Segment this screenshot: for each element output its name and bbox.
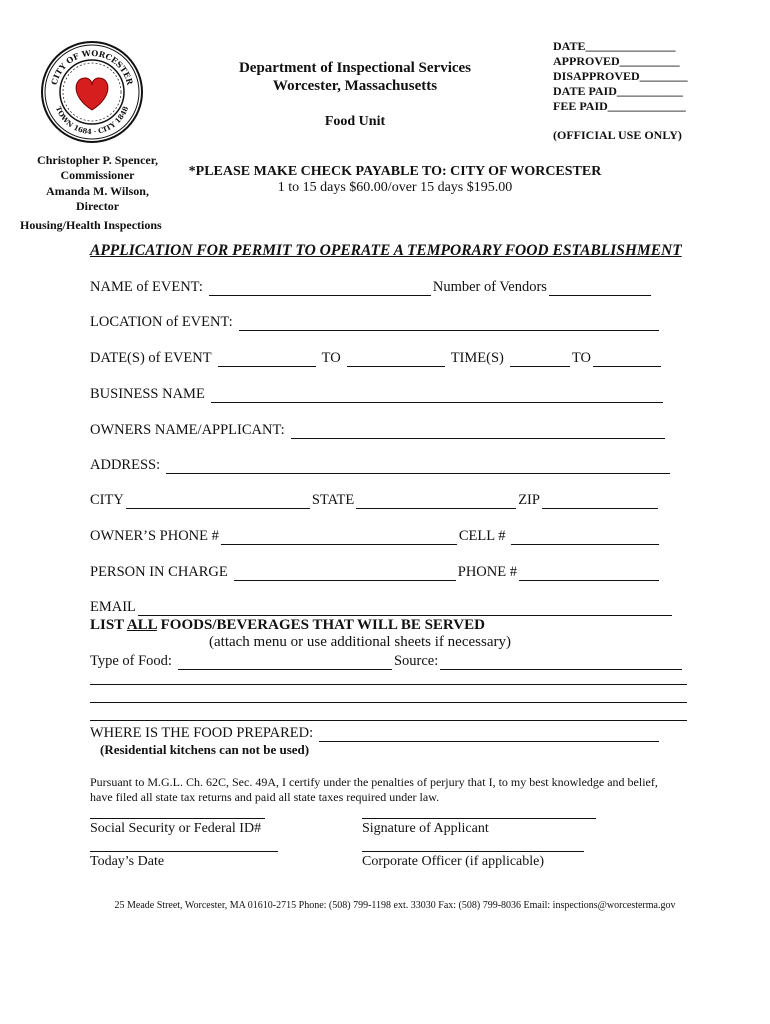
- staff-name-2: Amanda M. Wilson,: [46, 184, 149, 198]
- event-name-row: [90, 278, 653, 296]
- ssn-label: Social Security or Federal ID#: [90, 821, 262, 836]
- prepared-row: [90, 724, 661, 742]
- city-seal-icon: [40, 40, 145, 145]
- time-label: TIME(S): [450, 350, 504, 366]
- event-name-label: NAME of EVENT:: [90, 279, 203, 295]
- department-name: Department of Inspectional Services: [238, 60, 472, 76]
- to2-label: TO: [571, 350, 591, 366]
- location-field[interactable]: [239, 316, 659, 331]
- food-type-label: Type of Food:: [90, 653, 172, 669]
- residential-note: (Residential kitchens can not be used): [100, 742, 310, 757]
- staff-division: Housing/Health Inspections: [20, 218, 162, 232]
- date-label: Today’s Date: [90, 854, 165, 869]
- food-line-2[interactable]: [90, 702, 687, 703]
- svg-text:CITY OF WORCESTER: CITY OF WORCESTER: [48, 47, 136, 86]
- date-line[interactable]: [90, 851, 278, 852]
- signature-line[interactable]: [362, 818, 596, 819]
- fee-schedule: 1 to 15 days $60.00/over 15 days $195.00: [277, 180, 513, 195]
- person-label: PERSON IN CHARGE: [90, 564, 228, 580]
- owner-label: OWNERS NAME/APPLICANT:: [90, 422, 285, 438]
- dates-row: [90, 349, 663, 367]
- official-disapproved: DISAPPROVED________: [553, 69, 688, 83]
- food-type-row: [90, 652, 684, 670]
- food-line-1[interactable]: [90, 684, 687, 685]
- official-fee-paid: FEE PAID_____________: [553, 99, 686, 113]
- address-label: ADDRESS:: [90, 457, 161, 473]
- official-approved: APPROVED__________: [553, 54, 680, 68]
- address-row: [90, 456, 672, 474]
- location-label: LOCATION of EVENT:: [90, 314, 233, 330]
- owner-phone-label: OWNER’S PHONE #: [90, 528, 219, 544]
- signature-label: Signature of Applicant: [362, 821, 489, 836]
- email-row: [90, 598, 674, 616]
- certify-line-2: have filed all state tax returns and paid all state taxes required under law.: [90, 790, 440, 804]
- foods-heading: [90, 617, 485, 634]
- vendors-label: Number of Vendors: [432, 279, 547, 295]
- state-label: STATE: [311, 492, 355, 508]
- foods-note: (attach menu or use additional sheets if necessary): [209, 634, 511, 650]
- food-line-3[interactable]: [90, 720, 687, 721]
- phone-label: PHONE #: [457, 564, 517, 580]
- zip-label: ZIP: [518, 492, 540, 508]
- business-row: [90, 385, 665, 403]
- svg-text:TOWN 1684 · CITY 1848: TOWN 1684 · CITY 1848: [53, 104, 131, 137]
- staff-role-1: Commissioner: [60, 168, 135, 182]
- food-source-label: Source:: [393, 653, 439, 669]
- official-use-note: (OFFICIAL USE ONLY): [553, 128, 682, 142]
- business-field[interactable]: [211, 388, 663, 403]
- payable-notice: *PLEASE MAKE CHECK PAYABLE TO: CITY OF WORCESTER: [188, 164, 602, 179]
- phone-field[interactable]: [519, 566, 659, 581]
- zip-field[interactable]: [542, 494, 658, 509]
- footer-contact: 25 Meade Street, Worcester, MA 01610-2715 Phone: (508) 799-1198 ext. 33030 Fax: (508) 799-8036 Email: inspections@worcesterma.gov: [114, 900, 676, 911]
- dates-label: DATE(S) of EVENT: [90, 350, 212, 366]
- business-label: BUSINESS NAME: [90, 386, 205, 402]
- officer-line[interactable]: [362, 851, 584, 852]
- cell-field[interactable]: [511, 530, 659, 545]
- owner-field[interactable]: [291, 424, 665, 439]
- to-label: TO: [321, 350, 341, 366]
- owner-phone-row: [90, 527, 661, 545]
- foods-heading-post: FOODS/BEVERAGES THAT WILL BE SERVED: [156, 617, 485, 633]
- email-field[interactable]: [138, 601, 672, 616]
- vendors-field[interactable]: [549, 281, 651, 296]
- certify-line-1: Pursuant to M.G.L. Ch. 62C, Sec. 49A, I certify under the penalties of perjury that I, to my best knowledge and belief,: [90, 775, 658, 789]
- address-field[interactable]: [166, 459, 670, 474]
- foods-heading-pre: LIST: [90, 617, 127, 633]
- city-row: [90, 491, 660, 509]
- owner-row: [90, 421, 667, 439]
- officer-label: Corporate Officer (if applicable): [362, 854, 545, 869]
- prepared-label: WHERE IS THE FOOD PREPARED:: [90, 725, 314, 741]
- food-source-field[interactable]: [440, 655, 682, 670]
- staff-role-2: Director: [75, 199, 120, 213]
- time-start-field[interactable]: [510, 352, 570, 367]
- email-label: EMAIL: [90, 599, 136, 615]
- person-row: [90, 563, 661, 581]
- ssn-line[interactable]: [90, 818, 265, 819]
- department-city: Worcester, Massachusetts: [272, 78, 438, 94]
- official-date: DATE_______________: [553, 39, 676, 53]
- prepared-field[interactable]: [319, 727, 659, 742]
- location-row: [90, 313, 661, 331]
- food-type-field[interactable]: [178, 655, 392, 670]
- person-field[interactable]: [234, 566, 456, 581]
- application-title: APPLICATION FOR PERMIT TO OPERATE A TEMPORARY FOOD ESTABLISHMENT: [90, 242, 682, 259]
- owner-phone-field[interactable]: [221, 530, 457, 545]
- cell-label: CELL #: [458, 528, 506, 544]
- city-label: CITY: [90, 492, 124, 508]
- foods-heading-all: ALL: [126, 617, 157, 633]
- staff-name-1: Christopher P. Spencer,: [37, 153, 158, 167]
- date-start-field[interactable]: [218, 352, 316, 367]
- city-field[interactable]: [126, 494, 310, 509]
- state-field[interactable]: [356, 494, 516, 509]
- city-seal: [40, 40, 145, 145]
- time-end-field[interactable]: [593, 352, 661, 367]
- event-name-field[interactable]: [209, 281, 431, 296]
- official-date-paid: DATE PAID___________: [553, 84, 683, 98]
- date-end-field[interactable]: [347, 352, 445, 367]
- food-unit-heading: Food Unit: [324, 114, 386, 129]
